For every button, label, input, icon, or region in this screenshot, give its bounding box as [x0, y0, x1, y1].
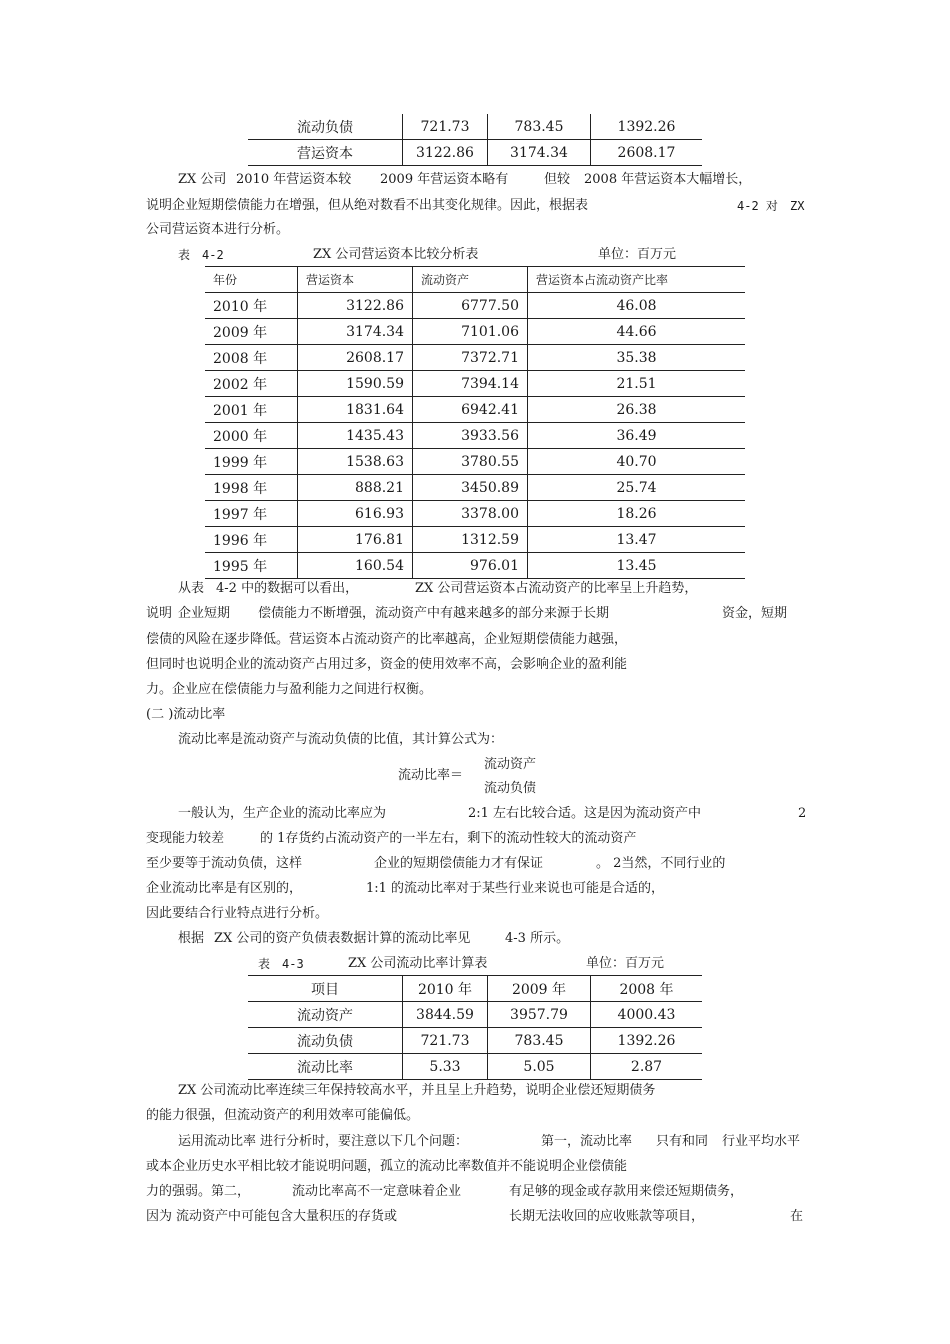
text-fragment: 4-2 中的数据可以看出， — [216, 581, 359, 596]
text-fragment: 2:1 左右比较合适。这是因为流动资产中 — [468, 806, 702, 821]
cell-working-capital: 1831.64 — [298, 397, 413, 423]
text-fragment: ZX 公司流动比率连续三年保持较高水平，并且呈上升趋势，说明企业偿还短期债务 — [178, 1083, 656, 1098]
text-fragment: 4-2 对 — [737, 199, 778, 213]
cell-current-assets: 1312.59 — [413, 527, 528, 553]
cell-ratio: 44.66 — [616, 323, 657, 340]
cell-2009: 783.45 — [488, 114, 591, 140]
column-header: 2008 年 — [619, 981, 674, 998]
text-fragment: 资金，短期 — [722, 606, 788, 621]
cell-current-assets: 3780.55 — [413, 449, 528, 475]
section-heading: (二 )流动比率 — [146, 707, 226, 722]
column-header: 营运资本占流动资产比率 — [536, 273, 669, 287]
column-header: 年份 — [205, 267, 298, 293]
cell-current-assets: 976.01 — [413, 553, 528, 579]
current-ratio-table — [248, 975, 702, 1080]
column-header: 营运资本 — [298, 267, 413, 293]
table-row — [205, 449, 745, 475]
cell-current-assets: 6942.41 — [413, 397, 528, 423]
text-fragment: 。 2当然，不同行业的 — [596, 856, 726, 871]
column-header: 2010 年 — [403, 976, 488, 1002]
text-fragment: 但同时也说明企业的流动资产占用过多，资金的使用效率不高，会影响企业的盈利能 — [146, 657, 628, 672]
cell-year: 2001 年 — [205, 397, 298, 423]
cell-current-assets: 3450.89 — [413, 475, 528, 501]
cell-2009: 3957.79 — [488, 1002, 591, 1028]
table-row — [205, 319, 745, 345]
table-row — [248, 140, 702, 166]
cell-ratio: 46.08 — [616, 297, 657, 314]
text-fragment: 偿债能力不断增强，流动资产中有越来越多的部分来源于长期 — [258, 606, 610, 621]
cell-2009: 3174.34 — [488, 140, 591, 166]
cell-year: 1996 年 — [205, 527, 298, 553]
column-header: 2009 年 — [488, 976, 591, 1002]
table-row — [205, 345, 745, 371]
text-fragment: 长期无法收回的应收账款等项目， — [509, 1209, 705, 1224]
cell-year: 2010 年 — [205, 293, 298, 319]
table-row — [205, 397, 745, 423]
cell-ratio: 18.26 — [616, 505, 657, 522]
cell-ratio: 13.45 — [616, 557, 657, 574]
table-row — [205, 293, 745, 319]
table-row — [205, 501, 745, 527]
table-row — [205, 423, 745, 449]
formula-label: 流动比率＝ — [398, 768, 464, 783]
row-label: 流动比率 — [248, 1054, 403, 1080]
caption-title: ZX 公司营运资本比较分析表 — [313, 247, 479, 262]
text-fragment: 第一，流动比率 — [541, 1134, 633, 1149]
text-fragment: 力的强弱。第二， — [146, 1184, 251, 1199]
text-fragment: 变现能力较差 — [146, 831, 225, 846]
table-row — [205, 527, 745, 553]
cell-year: 2002 年 — [205, 371, 298, 397]
text-fragment: 但较 — [544, 172, 571, 187]
caption-title: ZX 公司流动比率计算表 — [348, 956, 488, 971]
text-fragment: 说明企业短期偿债能力在增强，但从绝对数看不出其变化规律。因此，根据表 — [146, 198, 589, 213]
text-fragment: 2008 年营运资本大幅增长， — [584, 172, 752, 187]
text-fragment: 偿债的风险在逐步降低。营运资本占流动资产的比率越高，企业短期偿债能力越强， — [146, 632, 628, 647]
cell-2008: 1392.26 — [617, 118, 676, 135]
cell-2008: 4000.43 — [617, 1006, 676, 1023]
table-header-row — [205, 267, 745, 293]
text-fragment: 企业流动比率是有区别的， — [146, 881, 303, 896]
text-fragment: 2009 年营运资本略有 — [380, 172, 509, 187]
cell-year: 1997 年 — [205, 501, 298, 527]
cell-working-capital: 3174.34 — [298, 319, 413, 345]
cell-ratio: 36.49 — [616, 427, 657, 444]
caption-unit: 单位：百万元 — [598, 247, 677, 262]
cell-year: 1999 年 — [205, 449, 298, 475]
table-row — [248, 1002, 702, 1028]
cell-2008: 2608.17 — [617, 144, 676, 161]
text-fragment: 在 — [790, 1209, 804, 1224]
caption-number: 表 4-2 — [178, 248, 224, 262]
text-fragment: 1:1 的流动比率对于某些行业来说也可能是合适的， — [366, 881, 665, 896]
cell-ratio: 35.38 — [616, 349, 657, 366]
text-fragment: 根据 — [178, 931, 205, 946]
table-row — [205, 553, 745, 579]
text-fragment: 力。企业应在偿债能力与盈利能力之间进行权衡。 — [146, 682, 433, 697]
caption-number: 表 4-3 — [258, 957, 304, 971]
text-fragment: ZX 公司 — [178, 172, 227, 187]
cell-ratio: 40.70 — [616, 453, 657, 470]
formula-denominator: 流动负债 — [484, 781, 537, 796]
cell-2010: 721.73 — [403, 114, 488, 140]
cell-working-capital: 1590.59 — [298, 371, 413, 397]
table-row — [205, 475, 745, 501]
cell-ratio: 13.47 — [616, 531, 657, 548]
cell-2008: 1392.26 — [617, 1032, 676, 1049]
row-label: 流动资产 — [248, 1002, 403, 1028]
cell-year: 2009 年 — [205, 319, 298, 345]
text-fragment: ZX 公司的资产负债表数据计算的流动比率见 — [214, 931, 471, 946]
row-label: 流动负债 — [248, 1028, 403, 1054]
text-fragment: 从表 — [178, 581, 205, 596]
text-fragment: 说明 — [146, 606, 173, 621]
cell-working-capital: 3122.86 — [298, 293, 413, 319]
cell-current-assets: 7372.71 — [413, 345, 528, 371]
cell-2009: 5.05 — [488, 1054, 591, 1080]
cell-2010: 3122.86 — [403, 140, 488, 166]
cell-working-capital: 888.21 — [298, 475, 413, 501]
cell-working-capital: 176.81 — [298, 527, 413, 553]
text-fragment: 至少要等于流动负债，这样 — [146, 856, 303, 871]
cell-current-assets: 7101.06 — [413, 319, 528, 345]
cell-working-capital: 160.54 — [298, 553, 413, 579]
cell-working-capital: 2608.17 — [298, 345, 413, 371]
cell-working-capital: 1538.63 — [298, 449, 413, 475]
cell-current-assets: 6777.50 — [413, 293, 528, 319]
section-intro: 流动比率是流动资产与流动负债的比值，其计算公式为： — [178, 732, 504, 747]
cell-current-assets: 3933.56 — [413, 423, 528, 449]
text-fragment: 运用流动比率 — [178, 1134, 257, 1149]
text-fragment: ZX 公司营运资本占流动资产的比率呈上升趋势， — [415, 581, 698, 596]
cell-year: 2000 年 — [205, 423, 298, 449]
top-table — [248, 114, 702, 166]
text-fragment: 因此要结合行业特点进行分析。 — [146, 906, 329, 921]
caption-unit: 单位：百万元 — [586, 956, 665, 971]
text-fragment: 流动资产中可能包含大量积压的存货或 — [176, 1209, 398, 1224]
table-row — [248, 1028, 702, 1054]
text-fragment: 2010 年营运资本较 — [236, 172, 352, 187]
formula-numerator: 流动资产 — [484, 757, 537, 772]
column-header: 流动资产 — [413, 267, 528, 293]
text-fragment: 公司营运资本进行分析。 — [146, 222, 290, 237]
text-fragment: 4-3 所示。 — [505, 931, 570, 946]
text-fragment: 有足够的现金或存款用来偿还短期债务， — [509, 1184, 744, 1199]
row-label: 流动负债 — [248, 114, 403, 140]
text-fragment: 因为 — [146, 1209, 173, 1224]
cell-ratio: 25.74 — [616, 479, 657, 496]
text-fragment: 的 1存货约占流动资产的一半左右，剩下的流动性较大的流动资产 — [260, 831, 637, 846]
cell-current-assets: 3378.00 — [413, 501, 528, 527]
cell-current-assets: 7394.14 — [413, 371, 528, 397]
cell-ratio: 26.38 — [616, 401, 657, 418]
cell-ratio: 21.51 — [616, 375, 657, 392]
cell-2010: 3844.59 — [403, 1002, 488, 1028]
text-fragment: 2 — [798, 806, 807, 821]
text-fragment: 只有和同 — [656, 1134, 709, 1149]
text-fragment: 企业短期 — [178, 606, 231, 621]
cell-working-capital: 616.93 — [298, 501, 413, 527]
table-row — [248, 114, 702, 140]
cell-2010: 721.73 — [403, 1028, 488, 1054]
text-fragment: 进行分析时，要注意以下几个问题： — [260, 1134, 469, 1149]
text-fragment: 企业的短期偿债能力才有保证 — [374, 856, 544, 871]
text-fragment: 行业平均水平 — [722, 1134, 801, 1149]
table-row — [248, 1054, 702, 1080]
cell-year: 1998 年 — [205, 475, 298, 501]
row-label: 营运资本 — [248, 140, 403, 166]
text-fragment: 一般认为，生产企业的流动比率应为 — [178, 806, 387, 821]
column-header: 项目 — [248, 976, 403, 1002]
text-fragment: ZX — [790, 199, 805, 213]
working-capital-table — [205, 266, 745, 579]
table-row — [205, 371, 745, 397]
text-fragment: 的能力很强，但流动资产的利用效率可能偏低。 — [146, 1108, 420, 1123]
cell-working-capital: 1435.43 — [298, 423, 413, 449]
cell-2009: 783.45 — [488, 1028, 591, 1054]
table-header-row — [248, 976, 702, 1002]
cell-year: 1995 年 — [205, 553, 298, 579]
text-fragment: 流动比率高不一定意味着企业 — [292, 1184, 462, 1199]
cell-year: 2008 年 — [205, 345, 298, 371]
cell-2008: 2.87 — [630, 1058, 663, 1075]
text-fragment: 或本企业历史水平相比较才能说明问题，孤立的流动比率数值并不能说明企业偿债能 — [146, 1159, 628, 1174]
cell-2010: 5.33 — [403, 1054, 488, 1080]
